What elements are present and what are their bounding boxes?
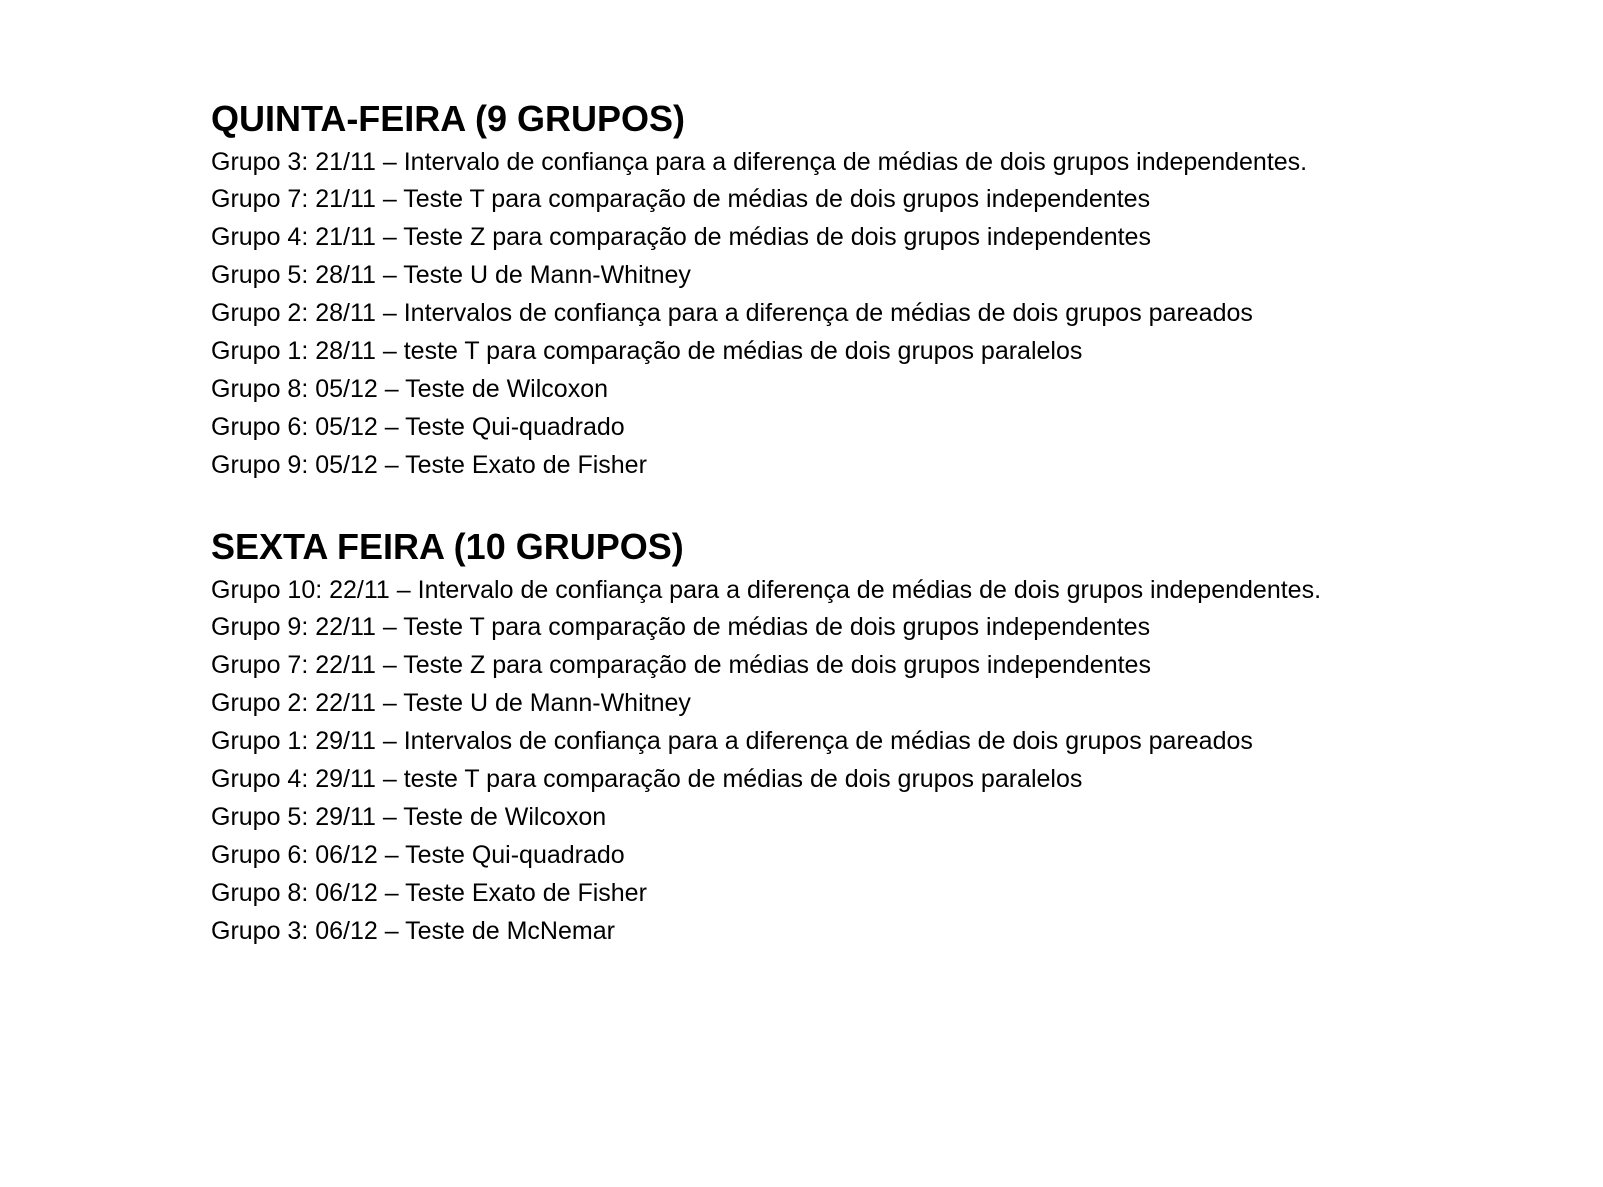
schedule-line: Grupo 1: 28/11 – teste T para comparação de médias de dois grupos paralelos — [211, 337, 1083, 365]
schedule-line: Grupo 4: 21/11 – Teste Z para comparação de médias de dois grupos independentes — [211, 223, 1151, 251]
schedule-line: Grupo 2: 22/11 – Teste U de Mann-Whitney — [211, 689, 691, 717]
schedule-line: Grupo 4: 29/11 – teste T para comparação de médias de dois grupos paralelos — [211, 765, 1083, 793]
schedule-line: Grupo 1: 29/11 – Intervalos de confiança para a diferença de médias de dois grupos pareados — [211, 727, 1253, 755]
schedule-line: Grupo 10: 22/11 – Intervalo de confiança para a diferença de médias de dois grupos independentes. — [211, 576, 1322, 604]
schedule-line: Grupo 6: 06/12 – Teste Qui-quadrado — [211, 841, 625, 869]
section-heading: SEXTA FEIRA (10 GRUPOS) — [211, 526, 684, 567]
schedule-line: Grupo 3: 06/12 – Teste de McNemar — [211, 917, 615, 945]
section-heading: QUINTA-FEIRA (9 GRUPOS) — [211, 98, 685, 139]
schedule-line: Grupo 9: 22/11 – Teste T para comparação de médias de dois grupos independentes — [211, 613, 1151, 641]
schedule-line: Grupo 9: 05/12 – Teste Exato de Fisher — [211, 451, 647, 479]
section-sexta-feira — [211, 524, 1401, 950]
schedule-line: Grupo 5: 28/11 – Teste U de Mann-Whitney — [211, 261, 691, 289]
schedule-line: Grupo 2: 28/11 – Intervalos de confiança para a diferença de médias de dois grupos pareados — [211, 299, 1253, 327]
schedule-line: Grupo 8: 05/12 – Teste de Wilcoxon — [211, 375, 608, 403]
schedule-line: Grupo 7: 22/11 – Teste Z para comparação de médias de dois grupos independentes — [211, 651, 1151, 679]
schedule-line: Grupo 8: 06/12 – Teste Exato de Fisher — [211, 879, 647, 907]
section-quinta-feira — [211, 96, 1401, 484]
schedule-line: Grupo 5: 29/11 – Teste de Wilcoxon — [211, 803, 607, 831]
document-page — [211, 96, 1401, 950]
schedule-line: Grupo 7: 21/11 – Teste T para comparação de médias de dois grupos independentes — [211, 185, 1151, 213]
schedule-line: Grupo 3: 21/11 – Intervalo de confiança para a diferença de médias de dois grupos independentes. — [211, 148, 1308, 176]
schedule-line: Grupo 6: 05/12 – Teste Qui-quadrado — [211, 413, 625, 441]
